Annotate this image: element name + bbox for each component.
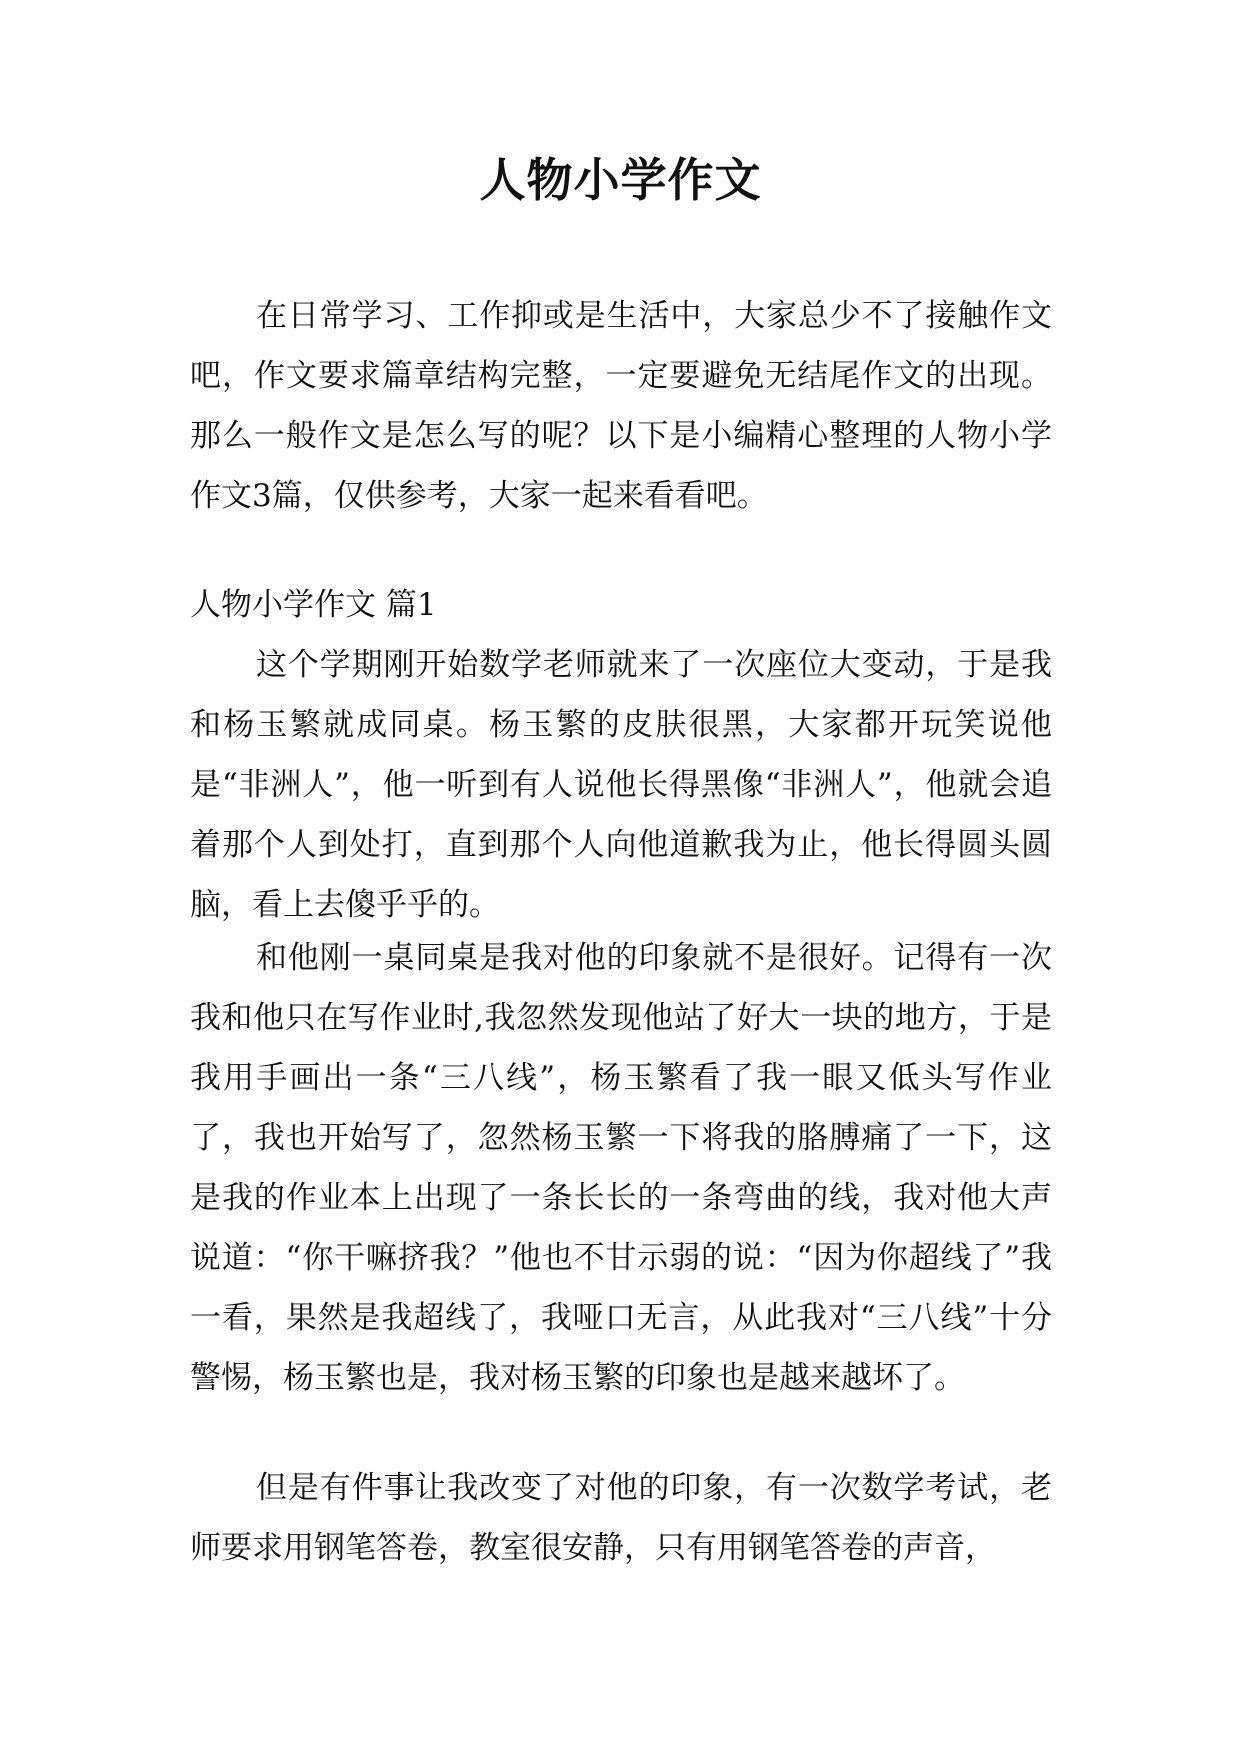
body-paragraph-1: 这个学期刚开始数学老师就来了一次座位大变动，于是我和杨玉繁就成同桌。杨玉繁的皮肤很黑，大家都开玩笑说他是“非洲人”，他一听到有人说他长得黑像“非洲人”，他就会追着那个人到处打，直到那个人向他道歉我为止，他长得圆头圆脑，看上去傻乎乎的。: [190, 647, 1052, 923]
section-heading: 人物小学作文 篇1: [190, 587, 437, 623]
body-paragraph-3: 但是有件事让我改变了对他的印象，有一次数学考试，老师要求用钢笔答卷，教室很安静，只有用钢笔答卷的声音，: [190, 1470, 1052, 1566]
intro-paragraph: 在日常学习、工作抑或是生活中，大家总少不了接触作文吧，作文要求篇章结构完整，一定要避免无结尾作文的出现。那么一般作文是怎么写的呢？以下是小编精心整理的人物小学作文3篇，仅供参考，大家一起来看看吧。: [190, 298, 1052, 514]
body-paragraph-2: 和他刚一桌同桌是我对他的印象就不是很好。记得有一次我和他只在写作业时,我忽然发现他站了好大一块的地方，于是我用手画出一条“三八线”，杨玉繁看了我一眼又低头写作业了，我也开始写了，忽然杨玉繁一下将我的胳膊痛了一下，这是我的作业本上出现了一条长长的一条弯曲的线，我对他大声说道：“你干嘛挤我？”他也不甘示弱的说：“因为你超线了”我一看，果然是我超线了，我哑口无言，从此我对“三八线”十分警惕，杨玉繁也是，我对杨玉繁的印象也是越来越坏了。: [190, 940, 1052, 1396]
document-title: 人物小学作文: [479, 153, 762, 207]
